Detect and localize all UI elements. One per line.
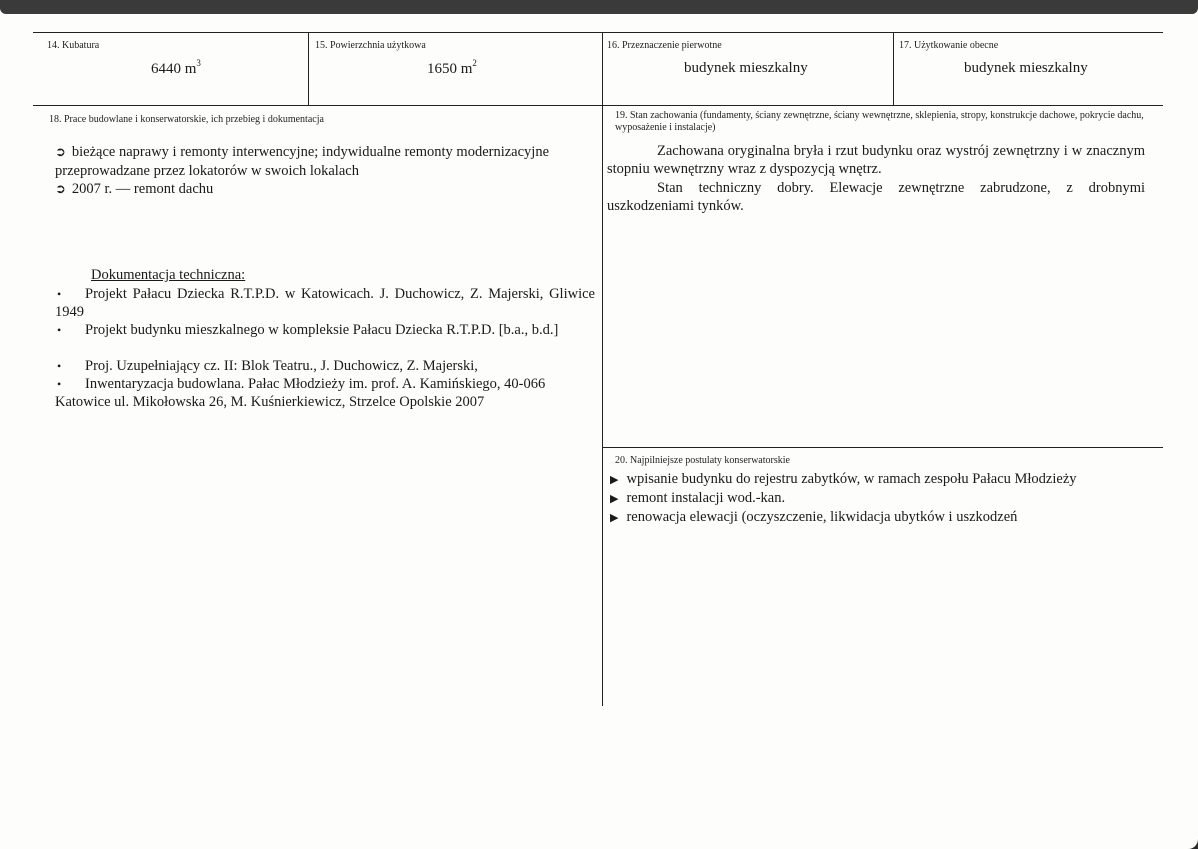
field-14-value: 6440 $m^3$ — [151, 58, 201, 77]
field-17-value: budynek mieszkalny — [964, 60, 1088, 76]
field-18-bullet-1: ➲ bieżące naprawy i remonty interwencyjne; indywidualne remonty modernizacyjne przeprowadzane przez lokatorów w swoich lokalach — [55, 144, 550, 180]
field-20-item: ▶ wpisanie budynku do rejestru zabytków, w ramach zespołu Pałacu Młodzieży — [610, 471, 1077, 487]
doc-item: • Inwentaryzacja budowlana. Pałac Młodzieży im. prof. A. Kamińskiego, 40-066 Katowice ul. Mikołowska 26, M. Kuśnierkiewicz, Strzelce Opolskie 2007 — [55, 376, 546, 411]
scan-edge — [0, 0, 1198, 14]
field-15-label: 15. Powierzchnia użytkowa — [315, 40, 426, 51]
field-19-label: 19. Stan zachowania (fundamenty, ściany zewnętrzne, ściany wewnętrzne, sklepienia, stropy, konstrukcje dachowe, pokrycie dachu, wyposażenie i instalacje) — [615, 110, 1144, 133]
field-16-value: budynek mieszkalny — [684, 60, 808, 76]
circle-arrow-icon: ➲ — [55, 182, 66, 197]
triangle-right-icon: ▶ — [610, 511, 619, 524]
doc-item: • Projekt budynku mieszkalnego w kompleksie Pałacu Dziecka R.T.P.D. [b.a., b.d.] — [57, 322, 559, 338]
field-15-value: 1650 $m^2$ — [427, 58, 477, 77]
field-16-label: 16. Przeznaczenie pierwotne — [607, 40, 722, 51]
field-20-item: ▶ renowacja elewacji (oczyszczenie, likwidacja ubytków i uszkodzeń — [610, 509, 1018, 525]
circle-arrow-icon: ➲ — [55, 145, 66, 160]
triangle-right-icon: ▶ — [610, 492, 619, 505]
doc-heading: Dokumentacja techniczna: — [91, 267, 246, 283]
bullet-dot-icon: • — [57, 323, 62, 337]
field-14-label: 14. Kubatura — [47, 40, 100, 51]
doc-item: • Proj. Uzupełniający cz. II: Blok Teatru., J. Duchowicz, Z. Majerski, — [57, 358, 478, 374]
grid-line-v3 — [893, 32, 894, 106]
grid-line-v2 — [602, 32, 603, 706]
field-17-label: 17. Użytkowanie obecne — [899, 40, 999, 51]
field-20-label: 20. Najpilniejsze postulaty konserwatorskie — [615, 455, 790, 466]
field-19-paragraph-2: Stan techniczny dobry. Elewacje zewnętrzne zabrudzone, z drobnymi uszkodzeniami tynków. — [607, 180, 1145, 215]
grid-line-v1 — [308, 32, 309, 106]
grid-line-f20 — [602, 447, 1163, 448]
bullet-dot-icon: • — [57, 359, 62, 373]
grid-line-row1 — [33, 105, 1163, 106]
field-18-label: 18. Prace budowlane i konserwatorskie, ich przebieg i dokumentacja — [49, 114, 324, 125]
field-18-bullet-2: ➲ 2007 r. — remont dachu — [55, 181, 214, 197]
grid-line-top — [33, 32, 1163, 33]
bullet-dot-icon: • — [57, 287, 62, 301]
bullet-dot-icon: • — [57, 377, 62, 391]
triangle-right-icon: ▶ — [610, 473, 619, 486]
field-20-item: ▶ remont instalacji wod.-kan. — [610, 490, 786, 506]
doc-item: • Projekt Pałacu Dziecka R.T.P.D. w Katowicach. J. Duchowicz, Z. Majerski, Gliwice 1949 — [55, 286, 595, 321]
field-19-paragraph-1: Zachowana oryginalna bryła i rzut budynku oraz wystrój zewnętrzny i w znacznym stopniu wewnętrzny wraz z dyspozycją wnętrz. — [607, 143, 1145, 178]
